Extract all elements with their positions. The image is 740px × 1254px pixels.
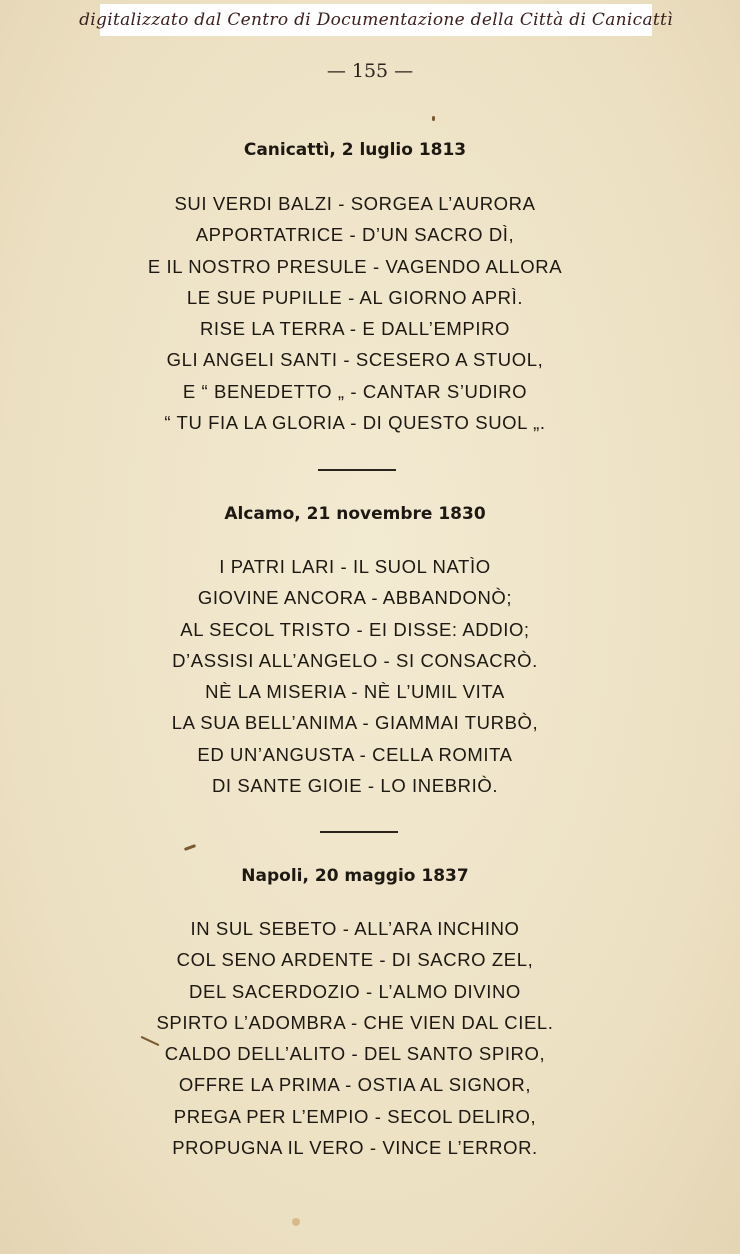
verse-line: AL SECOL TRISTO - EI DISSE: ADDIO;: [180, 618, 530, 640]
verse-line: E “ BENEDETTO „ - CANTAR S’UDIRO: [182, 380, 528, 402]
verse-line: E IL NOSTRO PRESULE - VAGENDO ALLORA: [147, 255, 563, 277]
verse-line: GIOVINE ANCORA - ABBANDONÒ;: [197, 587, 513, 609]
poem-stanza-canicatti: [0, 188, 710, 438]
verse-line: NÈ LA MISERIA - NÈ L’UMIL VITA: [205, 681, 505, 703]
section-divider: [318, 469, 396, 471]
verse-line: “ TU FIA LA GLORIA - DI QUESTO SUOL „.: [164, 412, 546, 434]
verse-line: I PATRI LARI - IL SUOL NATÌO: [219, 556, 491, 577]
verse-line: D’ASSISI ALL’ANGELO - SI CONSACRÒ.: [172, 649, 538, 671]
verse-line: SPIRTO L’ADOMBRA - CHE VIEN DAL CIEL.: [156, 1011, 554, 1033]
verse-line: OFFRE LA PRIMA - OSTIA AL SIGNOR,: [178, 1074, 532, 1096]
verse-line: PROPUGNA IL VERO - VINCE L’ERROR.: [172, 1137, 538, 1159]
digitization-watermark: digitalizzato dal Centro di Documentazione della Città di Canicattì: [100, 4, 652, 36]
paper-speck: [184, 844, 196, 851]
verse-line: COL SENO ARDENTE - DI SACRO ZEL,: [176, 949, 534, 971]
verse-line: LE SUE PUPILLE - AL GIORNO APRÌ.: [186, 286, 524, 308]
poem-stanza-napoli: [0, 913, 710, 1163]
verse-line: CALDO DELL’ALITO - DEL SANTO SPIRO,: [164, 1043, 546, 1065]
paper-speck: [432, 116, 435, 121]
verse-line: GLI ANGELI SANTI - SCESERO A STUOL,: [166, 349, 544, 371]
paper-speck: [292, 1218, 300, 1226]
verse-line: RISE LA TERRA - E DALL’EMPIRO: [199, 318, 511, 340]
page-number: — 155 —: [326, 60, 414, 82]
verse-line: APPORTATRICE - D’UN SACRO DÌ,: [195, 224, 515, 246]
verse-line: DI SANTE GIOIE - LO INEBRIÒ.: [211, 775, 499, 797]
section-heading-napoli: Napoli, 20 maggio 1837: [241, 866, 469, 886]
verse-line: IN SUL SEBETO - ALL’ARA INCHINO: [190, 918, 520, 939]
verse-line: SUI VERDI BALZI - SORGEA L’AURORA: [174, 193, 536, 214]
section-heading-canicatti: Canicattì, 2 luglio 1813: [243, 140, 467, 160]
verse-line: ED UN’ANGUSTA - CELLA ROMITA: [197, 743, 513, 765]
verse-line: DEL SACERDOZIO - L’ALMO DIVINO: [189, 980, 521, 1002]
verse-line: PREGA PER L’EMPIO - SECOL DELIRO,: [173, 1105, 537, 1127]
section-heading-alcamo: Alcamo, 21 novembre 1830: [224, 504, 486, 524]
verse-line: LA SUA BELL’ANIMA - GIAMMAI TURBÒ,: [171, 712, 539, 734]
section-divider: [320, 831, 398, 833]
poem-stanza-alcamo: [0, 551, 710, 801]
